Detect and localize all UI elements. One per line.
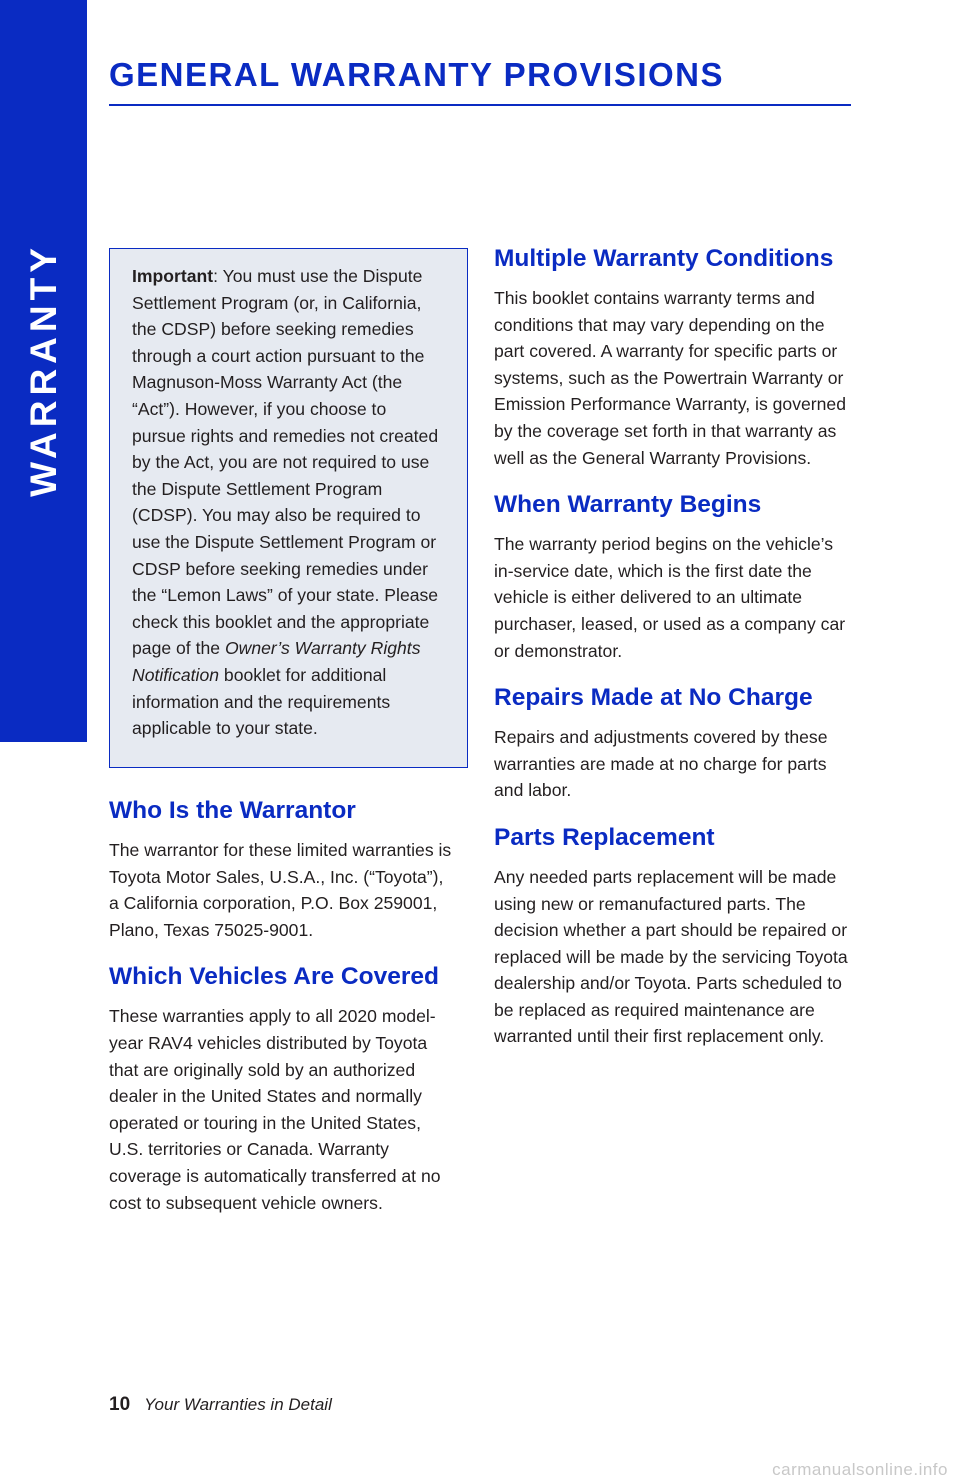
side-tab <box>0 0 87 742</box>
section-repairs-no-charge <box>494 681 854 804</box>
title-divider <box>109 104 851 106</box>
section-body: Repairs and adjustments covered by these warranties are made at no charge for parts and labor. <box>494 727 828 801</box>
important-text-1: : You must use the Dispute Settlement Program (or, in California, the CDSP) before seeking remedies through a court action pursuant to the Magnuson-Moss Warranty Act (the “Act”). However, if you choose to pursue rights and remedies not created by the Act, you are not required to use the Dispute Settlement Program (CDSP). You may also be required to use the Dispute Settlement Program or CDSP before seeking remedies under the “Lemon Laws” of your state. Please check this booklet and the appropriate page of the <box>132 266 439 659</box>
section-heading: Parts Replacement <box>494 823 715 851</box>
section-heading: Who Is the Warrantor <box>109 797 356 824</box>
important-notice-text <box>132 263 443 742</box>
section-heading: Repairs Made at No Charge <box>494 684 813 712</box>
right-column <box>494 242 854 1067</box>
important-notice-box <box>109 248 468 768</box>
section-body: The warranty period begins on the vehicle’s in-service date, which is the first date the vehicle is either delivered to an ultimate purchaser, leased, or used as a company car or demonstrator. <box>494 534 846 661</box>
page-footer <box>109 1394 332 1416</box>
left-column <box>109 794 454 1233</box>
watermark: carmanualsonline.info <box>772 1460 948 1479</box>
page-title: GENERAL WARRANTY PROVISIONS <box>109 56 725 93</box>
section-heading: Which Vehicles Are Covered <box>109 963 439 991</box>
side-tab-label: WARRANTY <box>22 243 64 497</box>
page-number: 10 <box>109 1394 131 1415</box>
important-text-2: booklet for additional information and the requirements applicable to your state. <box>132 664 391 739</box>
section-heading: When Warranty Begins <box>494 491 762 519</box>
important-label: Important <box>132 266 214 286</box>
section-when-warranty-begins <box>494 488 854 664</box>
section-heading: Multiple Warranty Conditions <box>494 245 834 272</box>
section-vehicles-covered <box>109 960 454 1216</box>
important-booklet-title: Owner’s Warranty Rights Notification <box>132 638 421 685</box>
section-multiple-warranty-conditions <box>494 242 854 471</box>
section-body: Any needed parts replacement will be made using new or remanufactured parts. The decision whether a part should be repaired or replaced will be made by the servicing Toyota dealership and/or Toyota. Parts scheduled to be replaced as required maintenance are warranted until their first replacement only. <box>494 866 848 1047</box>
section-warrantor <box>109 794 454 943</box>
section-body: This booklet contains warranty terms and conditions that may vary depending on the part covered. A warranty for specific parts or systems, such as the Powertrain Warranty or Emission Performance Warranty, is governed by the coverage set forth in that warranty as well as the General Warranty Provisions. <box>494 288 847 468</box>
section-body: These warranties apply to all 2020 model-year RAV4 vehicles distributed by Toyota that are originally sold by an authorized dealer in the United States and normally operated or touring in the United States, U.S. territories or Canada. Warranty coverage is automatically transferred at no cost to subsequent vehicle owners. <box>109 1006 441 1213</box>
section-body: The warrantor for these limited warranties is Toyota Motor Sales, U.S.A., Inc. (“Toyota”), a California corporation, P.O. Box 259001, Plano, Texas 75025-9001. <box>109 840 452 940</box>
section-parts-replacement <box>494 821 854 1050</box>
footer-title: Your Warranties in Detail <box>144 1395 332 1414</box>
